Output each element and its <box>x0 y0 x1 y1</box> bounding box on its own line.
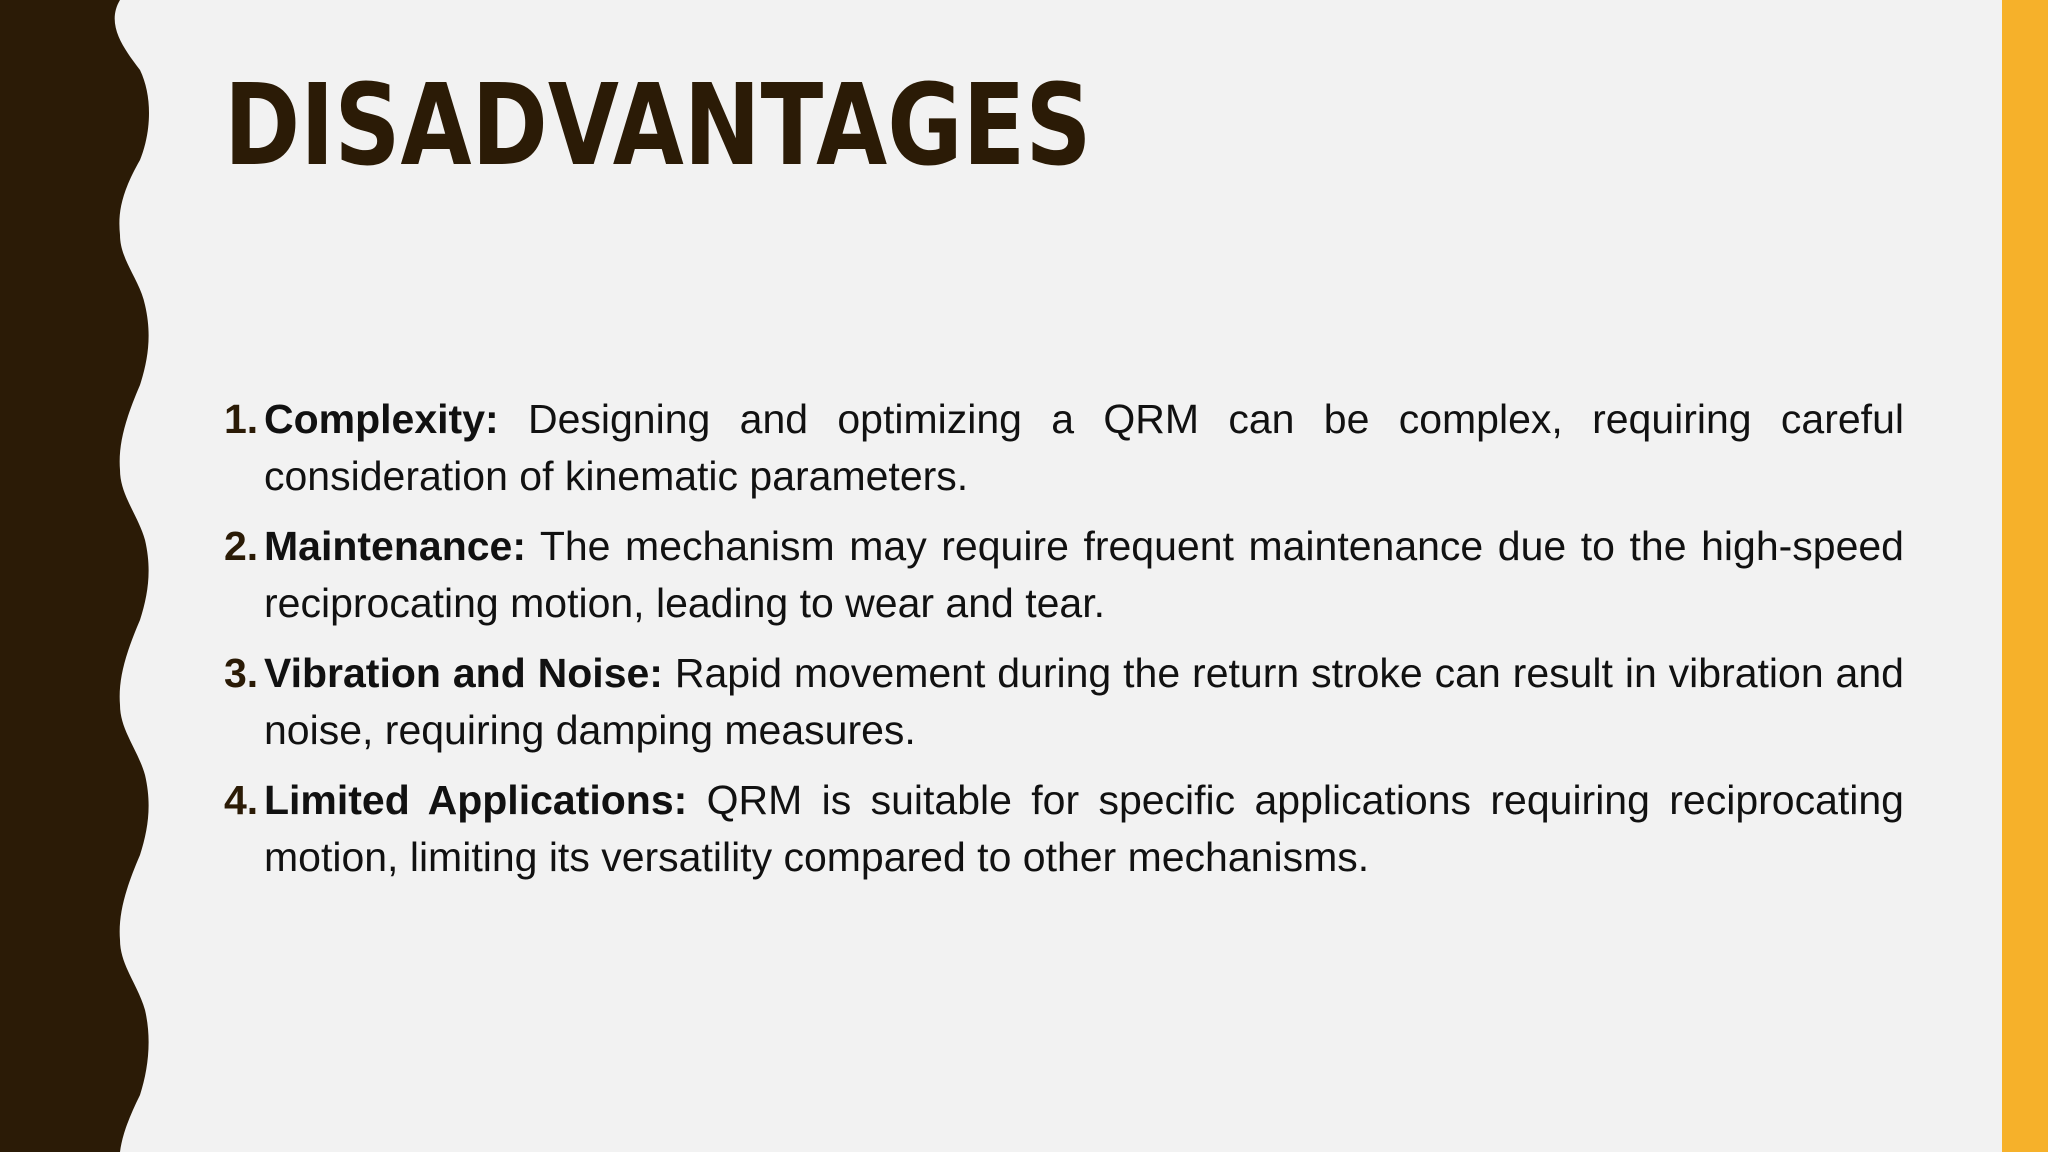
item-term: Complexity: <box>264 396 499 442</box>
item-description: QRM is suitable for specific applications requiring reciprocating motion, limiting its versatility compared to other mechanisms. <box>264 777 1904 880</box>
list-item <box>224 518 1904 632</box>
right-accent-bar <box>2002 0 2048 1152</box>
item-description: The mechanism may require frequent maintenance due to the high-speed reciprocating motion, leading to wear and tear. <box>264 523 1904 626</box>
item-text <box>264 772 1904 886</box>
item-number: 1. <box>224 396 259 442</box>
item-number: 3. <box>224 650 259 696</box>
list-item <box>224 772 1904 886</box>
wavy-left-band <box>0 0 160 1152</box>
item-description: Rapid movement during the return stroke can result in vibration and noise, requiring damping measures. <box>264 650 1904 753</box>
item-text <box>264 518 1904 632</box>
item-number: 2. <box>224 523 259 569</box>
list-item <box>224 391 1904 505</box>
item-term: Maintenance: <box>264 523 526 569</box>
item-description: Designing and optimizing a QRM can be complex, requiring careful consideration of kinematic parameters. <box>264 396 1904 499</box>
list-item <box>224 645 1904 759</box>
item-number: 4. <box>224 777 259 823</box>
item-term: Limited Applications: <box>264 777 688 823</box>
item-text <box>264 645 1904 759</box>
item-text <box>264 391 1904 505</box>
item-term: Vibration and Noise: <box>264 650 663 696</box>
slide-title: DISADVANTAGES <box>224 61 1092 191</box>
disadvantages-list <box>224 391 1904 899</box>
